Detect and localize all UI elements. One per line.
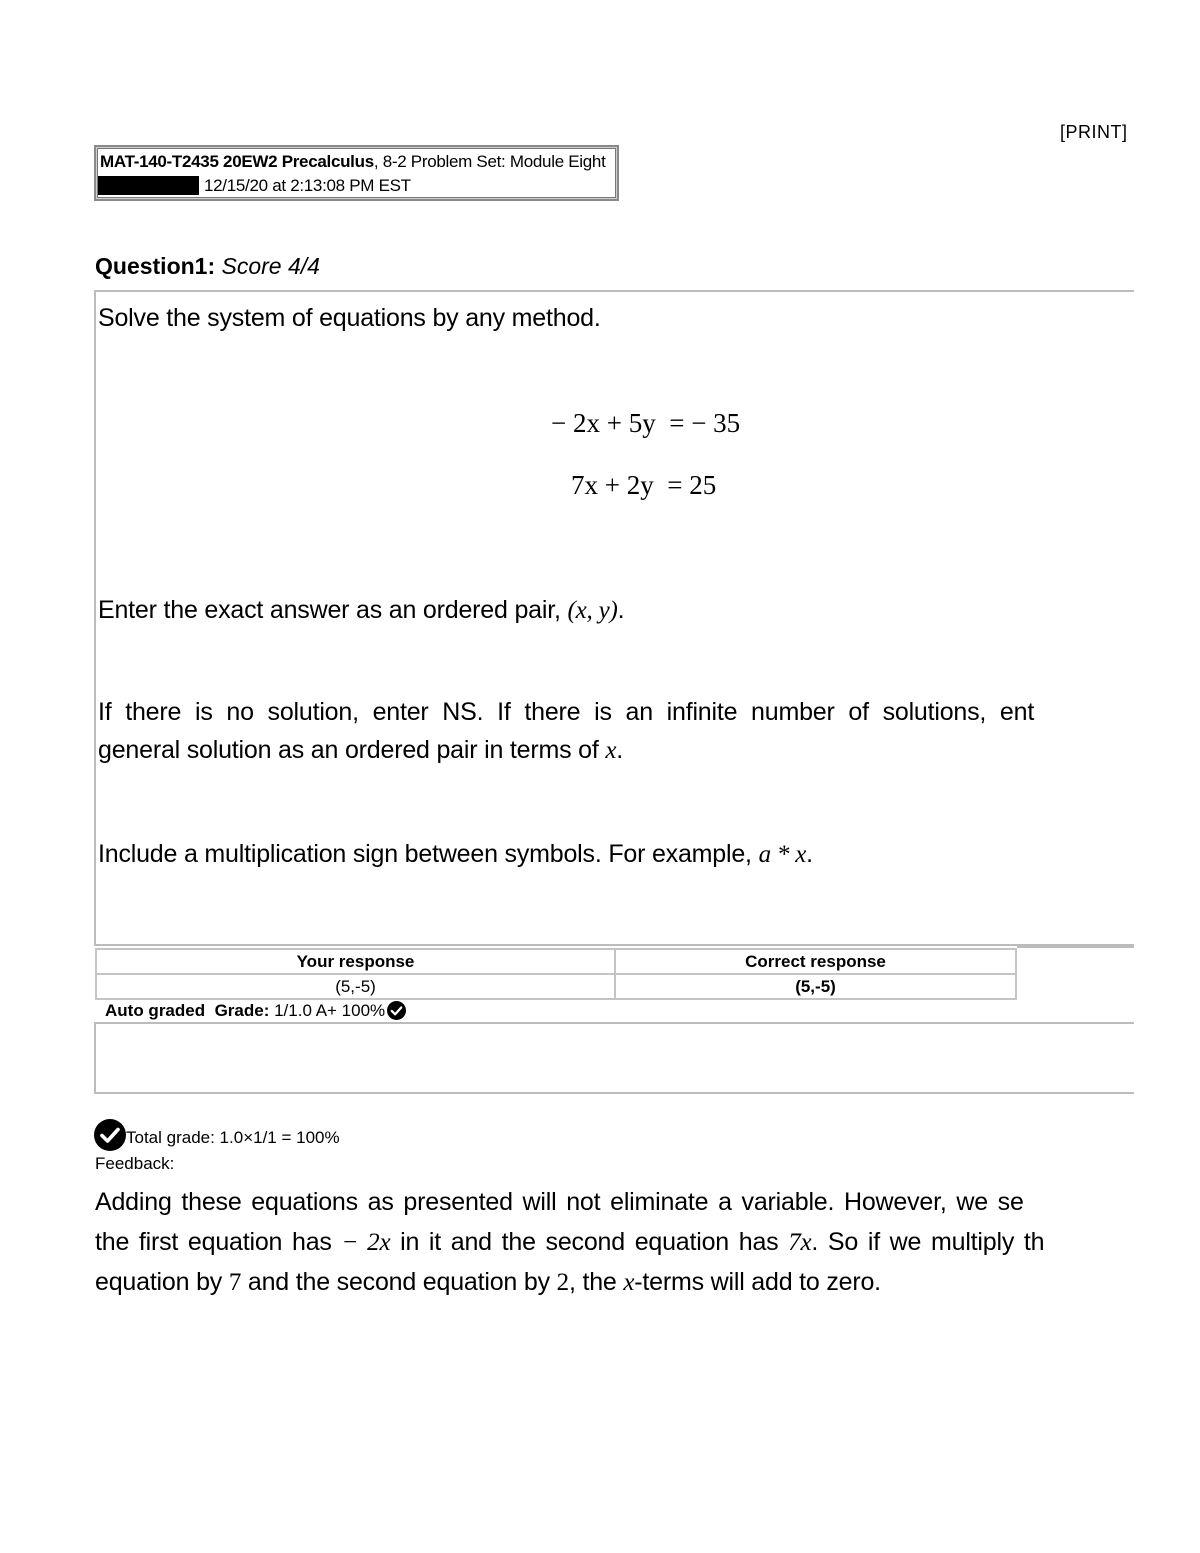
equation-2-rhs: = 25 [667, 470, 717, 500]
equation-1-rhs: = − 35 [669, 408, 741, 438]
assignment-name: , 8-2 Problem Set: Module Eight [373, 152, 606, 171]
check-circle-icon [387, 1001, 406, 1020]
answer-format-instruction: Enter the exact answer as an ordered pair, (x, y). [98, 596, 625, 624]
question-label: Question1: [95, 253, 216, 279]
comment-box [94, 1022, 1134, 1094]
question-score: Score 4/4 [221, 253, 320, 279]
variable-x-math: x [605, 737, 617, 764]
feedback-math: 7x [788, 1229, 812, 1256]
total-grade: Total grade: 1.0×1/1 = 100% [126, 1128, 340, 1147]
print-link[interactable]: [PRINT] [1060, 122, 1128, 142]
feedback-text [95, 1186, 1134, 1306]
correct-response-value: (5,-5) [615, 974, 1016, 999]
example-math: a * x [758, 841, 807, 868]
ordered-pair-math: (x, y) [567, 597, 618, 624]
general-solution-instruction: general solution as an ordered pair in terms of x. [98, 736, 624, 764]
assignment-header [94, 145, 619, 201]
no-solution-instruction: If there is no solution, enter NS. If there is an infinite number of solutions, ent [98, 698, 1035, 726]
grade-line [105, 1001, 406, 1021]
your-response-header: Your response [96, 949, 615, 974]
equation-1-lhs: − 2x + 5y [551, 408, 656, 438]
your-response-value: (5,-5) [96, 974, 615, 999]
correct-response-header: Correct response [615, 949, 1016, 974]
feedback-math: − 2x [341, 1229, 391, 1256]
auto-graded-label: Auto graded [105, 1001, 206, 1020]
feedback-label: Feedback: [95, 1154, 175, 1173]
equation-1 [551, 408, 740, 439]
course-name: MAT-140-T2435 20EW2 Precalculus [100, 152, 374, 171]
question-title [95, 253, 320, 280]
feedback-math: 7 [228, 1269, 242, 1296]
table-header-row [96, 949, 1016, 974]
equation-2-lhs: 7x + 2y [571, 470, 654, 500]
response-table [95, 948, 1017, 1000]
table-row [96, 974, 1016, 999]
feedback-math: 2 [556, 1269, 569, 1296]
feedback-line-1: Adding these equations as presented will not eliminate a variable. However, we se [95, 1188, 1024, 1216]
question-instruction: Solve the system of equations by any method. [98, 304, 601, 332]
feedback-line-2: the first equation has − 2x in it and the second equation has 7x. So if we multiply th [95, 1228, 1045, 1256]
grade-label: Grade: [214, 1001, 270, 1020]
multiplication-instruction: Include a multiplication sign between symbols. For example, a * x. [98, 840, 813, 868]
feedback-math: x [623, 1269, 635, 1296]
grade-value: 1/1.0 A+ 100% [274, 1001, 386, 1020]
redacted-name [98, 176, 199, 195]
submission-timestamp: 12/15/20 at 2:13:08 PM EST [204, 176, 411, 195]
divider [1017, 946, 1134, 948]
header-title [100, 152, 606, 172]
total-grade-row [94, 1119, 340, 1151]
equation-2 [571, 470, 716, 501]
question-body [94, 290, 1134, 946]
feedback-line-3: equation by 7 and the second equation by 2, the x-terms will add to zero. [95, 1268, 881, 1296]
check-circle-icon [94, 1119, 126, 1151]
